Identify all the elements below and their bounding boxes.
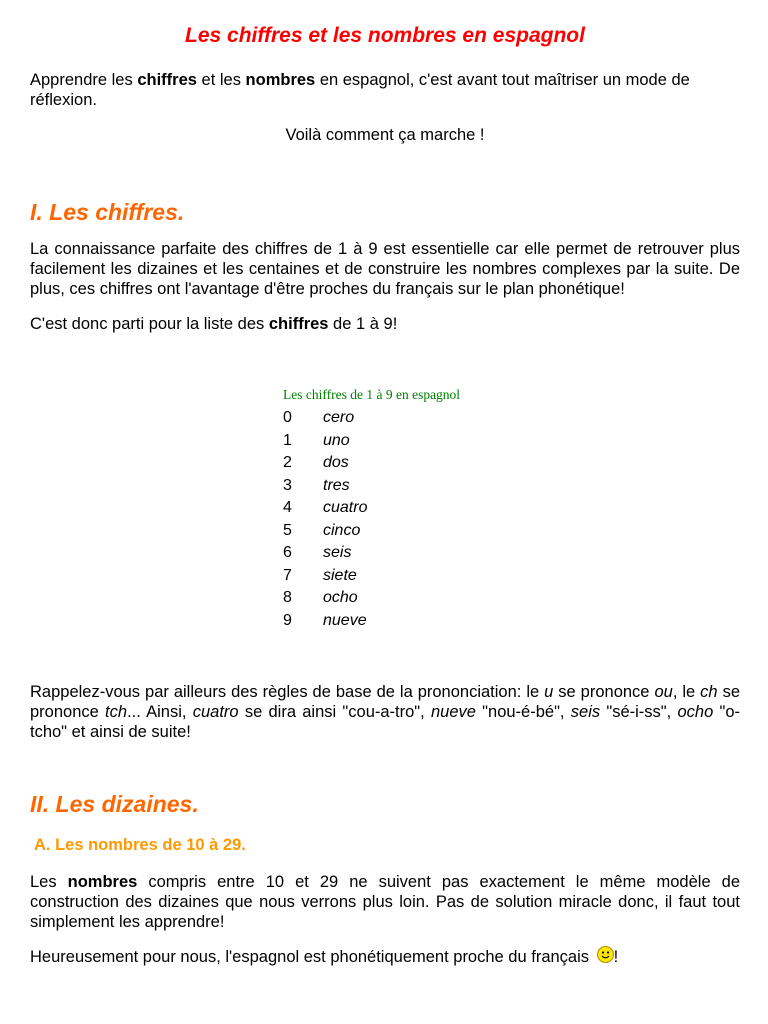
number-digit: 7 <box>283 566 292 584</box>
number-digit: 9 <box>283 611 292 629</box>
number-row <box>283 520 367 543</box>
number-row <box>283 610 367 633</box>
intro-bold-chiffres: chiffres <box>137 71 197 89</box>
closing-exclamation: ! <box>613 948 619 966</box>
number-row <box>283 587 367 610</box>
number-row <box>283 497 367 520</box>
pron-text: Rappelez-vous par ailleurs des règles de base de la prononciation: le <box>30 683 545 701</box>
list-intro-text-2: de 1 à 9! <box>328 315 398 333</box>
number-word: siete <box>323 566 357 584</box>
pron-italic: u <box>544 683 554 701</box>
intro-text-2: et les <box>196 71 246 89</box>
number-word: seis <box>323 544 352 561</box>
dizaines-text-1: Les <box>30 873 68 891</box>
number-digit: 5 <box>283 521 292 539</box>
number-digit: 0 <box>283 409 292 426</box>
number-row <box>283 430 367 453</box>
pron-italic: ou <box>654 683 673 701</box>
number-word: tres <box>323 476 350 494</box>
pron-text: , le <box>672 683 701 701</box>
page-title: Les chiffres et les nombres en espagnol <box>185 24 585 47</box>
number-word: uno <box>323 431 350 449</box>
dizaines-bold: nombres <box>67 873 138 891</box>
pron-italic: nueve <box>430 703 476 721</box>
intro-text-3: en espagnol, c'est avant tout maîtriser un mode de réflexion. <box>30 71 690 109</box>
intro-line-2: Voilà comment ça marche ! <box>285 126 485 144</box>
pron-text: "o-tcho" et ainsi de suite! <box>30 703 741 741</box>
number-word: cero <box>323 409 355 426</box>
section-2-heading: II. Les dizaines. <box>30 791 199 817</box>
number-word: ocho <box>323 589 358 606</box>
pron-italic: ch <box>700 683 718 701</box>
section-2-closing <box>30 946 740 967</box>
pron-text: se prononce <box>30 683 740 721</box>
number-word: dos <box>323 454 349 471</box>
section-2-subheading: A. Les nombres de 10 à 29. <box>34 836 246 854</box>
number-row <box>283 452 367 475</box>
number-digit: 6 <box>283 544 292 561</box>
pron-text: ... Ainsi, <box>127 703 193 721</box>
intro-paragraph <box>30 70 740 110</box>
numbers-table-caption: Les chiffres de 1 à 9 en espagnol <box>283 387 461 402</box>
number-word: cinco <box>323 521 361 539</box>
dizaines-text-2: compris entre 10 et 29 ne suivent pas exactement le même modèle de construction des dizaines que nous verrons plus loin. Pas de solution miracle donc, il faut tout simplement les apprendre! <box>30 873 740 931</box>
intro-bold-nombres: nombres <box>245 71 316 89</box>
pron-italic: ocho <box>677 703 714 721</box>
number-word: cuatro <box>323 499 368 516</box>
section-1-paragraph: La connaissance parfaite des chiffres de 1 à 9 est essentielle car elle permet de retrouver plus facilement les dizaines et les centaines et de construire les nombres complexes par la suite. De plus, ces chiffres ont l'avantage d'être proches du français sur le plan phonétique! <box>30 240 740 298</box>
pron-italic: cuatro <box>192 703 239 721</box>
list-intro-text-1: C'est donc parti pour la liste des <box>30 315 269 333</box>
pron-text: "nou-é-bé", <box>475 703 571 721</box>
numbers-table <box>283 407 367 632</box>
number-digit: 4 <box>283 499 292 516</box>
pron-text: "sé-i-ss", <box>600 703 678 721</box>
pron-text: se dira ainsi "cou-a-tro", <box>238 703 431 721</box>
number-digit: 8 <box>283 589 292 606</box>
number-digit: 3 <box>283 476 292 494</box>
pron-italic: seis <box>570 703 601 721</box>
number-row <box>283 407 367 430</box>
section-2-paragraph <box>30 872 740 932</box>
pronunciation-paragraph <box>30 682 740 742</box>
number-row <box>283 565 367 588</box>
pron-text: se prononce <box>553 683 655 701</box>
number-row <box>283 542 367 565</box>
number-row <box>283 475 367 498</box>
closing-text: Heureusement pour nous, l'espagnol est phonétiquement proche du français <box>30 948 594 966</box>
number-word: nueve <box>323 611 367 629</box>
number-digit: 1 <box>283 431 292 449</box>
intro-text-1: Apprendre les <box>30 71 138 89</box>
smiley-icon <box>597 946 614 963</box>
pron-italic: tch <box>105 703 128 721</box>
list-intro-bold: chiffres <box>268 315 329 333</box>
section-1-list-intro <box>30 314 740 334</box>
number-digit: 2 <box>283 454 292 471</box>
section-1-heading: I. Les chiffres. <box>30 199 185 225</box>
